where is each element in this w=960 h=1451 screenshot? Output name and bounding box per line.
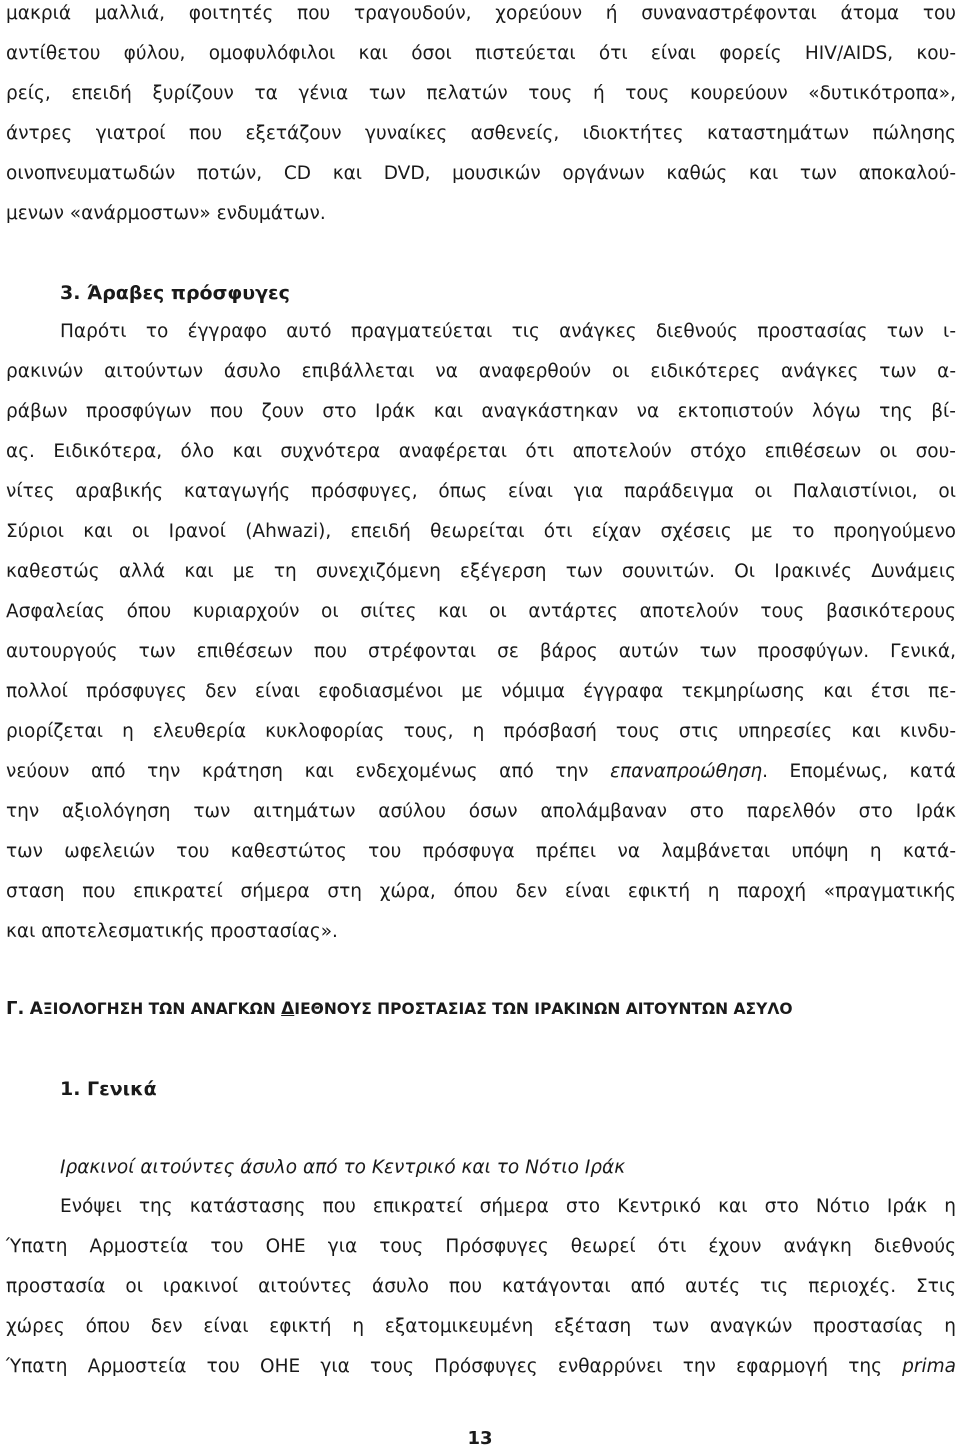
paragraph-line-mixed	[6, 760, 956, 784]
paragraph-line: σταση που επικρατεί σήμερα στη χώρα, όπου δεν είναι εφικτή η παροχή «πραγματικής	[6, 881, 956, 902]
section-heading-arab-refugees: 3. Άραβες πρόσφυγες	[60, 282, 290, 304]
paragraph-line: πολλοί πρόσφυγες δεν είναι εφοδιασμένοι με νόμιμα έγγραφα τεκμηρίωσης και έτσι πε-	[6, 681, 956, 702]
page-number: 13	[467, 1428, 493, 1449]
paragraph-line: και αποτελεσματικής προστασίας».	[6, 921, 338, 942]
paragraph-line: ρακινών αιτούντων άσυλο επιβάλλεται να αναφερθούν οι ειδικότερες ανάγκες των α-	[6, 361, 956, 382]
paragraph-line: ρείς, επειδή ξυρίζουν τα γένια των πελατών τους ή τους κουρεύουν «δυτικότροπα»,	[6, 83, 956, 104]
paragraph-line: ράβων προσφύγων που ζουν στο Ιράκ και αναγκάστηκαν να εκτοπιστούν λόγω της βί-	[6, 401, 956, 422]
paragraph-line: Σύριοι και οι Ιρανοί (Ahwazi), επειδή θεωρείται ότι είχαν σχέσεις με το προηγούμενο	[6, 521, 956, 542]
subsection-heading-general: 1. Γενικά	[60, 1078, 157, 1100]
italic-subheading: Ιρακινοί αιτούντες άσυλο από το Κεντρικό και το Νότιο Ιράκ	[60, 1157, 626, 1178]
title-initial-underlined: Δ	[281, 999, 295, 1019]
title-part: ΙΕΘΝΟΥΣ ΠΡΟΣΤΑΣΙΑΣ ΤΩΝ ΙΡΑΚΙΝΩΝ ΑΙΤΟΥΝΤΩΝ ΑΣΥΛΟ	[294, 1000, 793, 1018]
paragraph-line: ριορίζεται η ελευθερία κυκλοφορίας τους, η πρόσβασή τους στις υπηρεσίες και κινδυ-	[6, 721, 956, 742]
paragraph-line: καθεστώς αλλά και με τη συνεχιζόμενη εξέγερση των σουνιτών. Οι Ιρακινές Δυνάμεις	[6, 561, 956, 582]
paragraph-line: Ενόψει της κατάστασης που επικρατεί σήμερα στο Κεντρικό και στο Νότιο Ιράκ η	[60, 1196, 956, 1217]
paragraph-line: άντρες γιατροί που εξετάζουν γυναίκες ασθενείς, ιδιοκτήτες καταστημάτων πώλησης	[6, 123, 956, 144]
text-segment: νεύουν από την κράτηση και ενδεχομένως από την	[6, 761, 611, 782]
paragraph-line: προστασία οι ιρακινοί αιτούντες άσυλο που κατάγονται από αυτές τις περιοχές. Στις	[6, 1276, 956, 1297]
paragraph-line: αυτουργούς των επιθέσεων που στρέφονται σε βάρος αυτών των προσφύγων. Γενικά,	[6, 641, 956, 662]
title-initial: Α	[29, 999, 43, 1019]
text-segment: Ύπατη Αρμοστεία του ΟΗΕ για τους Πρόσφυγες ενθαρρύνει την εφαρμογή της	[6, 1356, 903, 1377]
paragraph-line: χώρες όπου δεν είναι εφικτή η εξατομικευμένη εξέταση των αναγκών προστασίας η	[6, 1316, 956, 1337]
text-segment: . Επομένως, κατά	[762, 761, 956, 782]
paragraph-line: μενων «ανάρμοστων» ενδυμάτων.	[6, 203, 326, 224]
paragraph-line: ας. Ειδικότερα, όλο και συχνότερα αναφέρεται ότι αποτελούν στόχο επιθέσεων οι σου-	[6, 441, 956, 462]
title-part: ΞΙΟΛΟΓΗΣΗ ΤΩΝ ΑΝΑΓΚΩΝ	[42, 1000, 282, 1018]
paragraph-line-mixed	[6, 1355, 956, 1379]
paragraph-line: Ασφαλείας όπου κυριαρχούν οι σιίτες και οι αντάρτες αποτελούν τους βασικότερους	[6, 601, 956, 622]
paragraph-line: Παρότι το έγγραφο αυτό πραγματεύεται τις ανάγκες διεθνούς προστασίας των ι-	[60, 321, 956, 342]
paragraph-line: νίτες αραβικής καταγωγής πρόσφυγες, όπως είναι για παράδειγμα οι Παλαιστίνιοι, οι	[6, 481, 956, 502]
section-letter: Γ.	[6, 998, 25, 1019]
paragraph-line: μακριά μαλλιά, φοιτητές που τραγουδούν, χορεύουν ή συναναστρέφονται άτομα του	[6, 3, 956, 24]
paragraph-line: αντίθετου φύλου, ομοφυλόφιλοι και όσοι πιστεύεται ότι είναι φορείς HIV/AIDS, κου-	[6, 43, 956, 64]
paragraph-line: οινοπνευματωδών ποτών, CD και DVD, μουσικών οργάνων καθώς και των αποκαλού-	[6, 163, 956, 184]
italic-term: prima	[902, 1356, 956, 1377]
italic-term: επαναπροώθηση	[610, 761, 763, 782]
paragraph-line: των ωφελειών του καθεστώτος του πρόσφυγα πρέπει να λαμβάνεται υπόψη η κατά-	[6, 841, 956, 862]
paragraph-line: την αξιολόγηση των αιτημάτων ασύλου όσων απολάμβαναν στο παρελθόν στο Ιράκ	[6, 801, 956, 822]
paragraph-line: Ύπατη Αρμοστεία του ΟΗΕ για τους Πρόσφυγες θεωρεί ότι έχουν ανάγκη διεθνούς	[6, 1236, 956, 1257]
section-heading-assessment	[6, 998, 956, 1020]
